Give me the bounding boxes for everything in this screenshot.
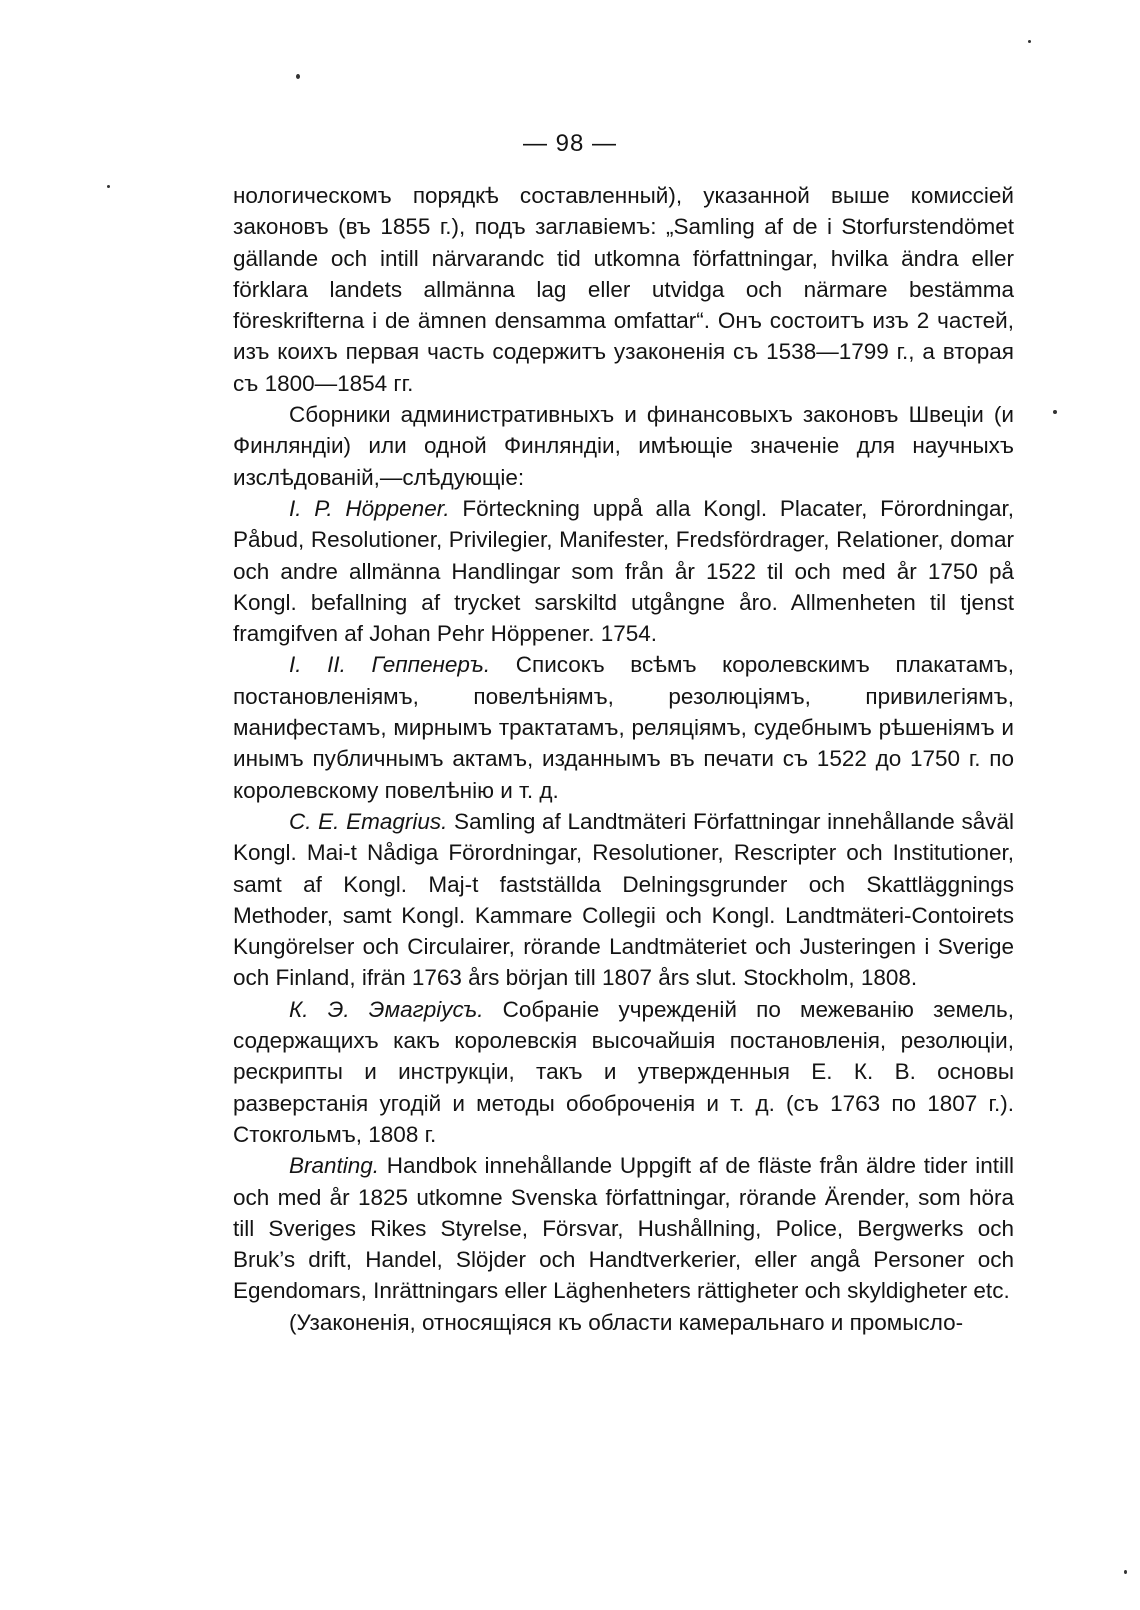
paragraph-text: Сборники административныхъ и финансовыхъ законовъ Швеціи (и Финляндіи) или одной Финляндіи, имѣющіе значеніе для научныхъ изслѣдованій,—слѣдующіе: (233, 402, 1014, 490)
entry-branting (233, 1150, 1014, 1306)
entry-author: I. P. Höppener. (289, 495, 450, 521)
entry-author: Branting. (289, 1153, 380, 1179)
scan-speck (1028, 40, 1031, 43)
paragraph-text: нологическомъ порядкѣ составленный), указанной выше комиссіей законовъ (въ 1855 г.), подъ заглавіемъ: „Samling af de i Storfurstendömet gällande och intill närvarandc tid utkomna författningar, hvilka ändra eller förklara landets allmänna lag eller utvidga och närmare bestämma föreskrifterna i de ämnen densamma omfattar“. Онъ состоитъ изъ 2 частей, изъ коихъ первая часть содержитъ узаконенія съ 1538—1799 г., а вторая съ 1800—1854 гг. (233, 183, 1014, 396)
entry-emagrius-sv (233, 806, 1014, 994)
paragraph-text: (Узаконенія, относящіяся къ области камеральнаго и промысло- (289, 1309, 964, 1335)
entry-hoppener-sv (233, 493, 1014, 649)
paragraph-final (233, 1307, 1014, 1338)
entry-author: C. E. Emagrius. (289, 808, 448, 834)
entry-emagrius-ru (233, 994, 1014, 1150)
scan-speck (1053, 410, 1057, 414)
body-text (233, 180, 1014, 1338)
entry-author: К. Э. Эмагріусъ. (289, 996, 484, 1022)
scan-speck (107, 185, 110, 188)
paragraph-continuation (233, 180, 1014, 399)
entry-author: I. II. Геппенеръ. (289, 652, 491, 678)
scan-speck (296, 74, 300, 79)
entry-text: Собраніе учрежденій по межеванію земель, содержащихъ какъ королевскія высочайшія постановленія, резолюціи, рескрипты и инструкціи, такъ и утвержденныя Е. К. В. основы разверстанія угодій и методы обоброченія и т. д. (съ 1763 по 1807 г.). Стокгольмъ, 1808 г. (233, 996, 1014, 1147)
paragraph-collections-intro (233, 399, 1014, 493)
page-number: — 98 — (522, 130, 618, 157)
entry-hoppener-ru (233, 649, 1014, 805)
entry-text: Списокъ всѣмъ королевскимъ плакатамъ, постановленіямъ, повелѣніямъ, резолюціямъ, привилегіямъ, манифестамъ, мирнымъ трактатамъ, реляціямъ, судебнымъ рѣшеніямъ и инымъ публичнымъ актамъ, изданнымъ въ печати съ 1522 до 1750 г. по королевскому повелѣнію и т. д. (233, 652, 1014, 803)
entry-text: Samling af Landtmäteri Författningar innehållande såväl Kongl. Mai-t Nådiga Förordningar, Resolutioner, Rescripter och Institutioner, samt af Kongl. Maj-t fastställda Delningsgrunder och Skattläggnings Methoder, samt Kongl. Kammare Collegii och Kongl. Landtmäteri-Contoirets Kungörelser och Circulairer, rörande Landtmäteriet och Justeringen i Sverige och Finland, ifrän 1763 års början till 1807 års slut. Stockholm, 1808. (233, 808, 1014, 991)
entry-text: Handbok innehållande Uppgift af de fläste från äldre tider intill och med år 1825 utkomne Svenska författningar, rörande Ärender, som höra till Sveriges Rikes Styrelse, Försvar, Hushållning, Police, Bergwerks och Bruk’s drift, Handel, Slöjder och Handtverkerier, eller angå Personer och Egendomars, Inrättningars eller Läghenheters rättigheter och skyldigheter etc. (233, 1153, 1014, 1304)
scan-speck (1124, 1570, 1127, 1574)
entry-text: Förteckning uppå alla Kongl. Placater, Förordningar, Påbud, Resolutioner, Privilegier, Manifester, Fredsfördrager, Relationer, domar och andre allmänna Handlingar som från år 1522 til och med år 1750 på Kongl. befallning af trycket sarskiltd utgångne åro. Allmenheten til tjenst framgifven af Johan Pehr Höppener. 1754. (233, 495, 1014, 647)
